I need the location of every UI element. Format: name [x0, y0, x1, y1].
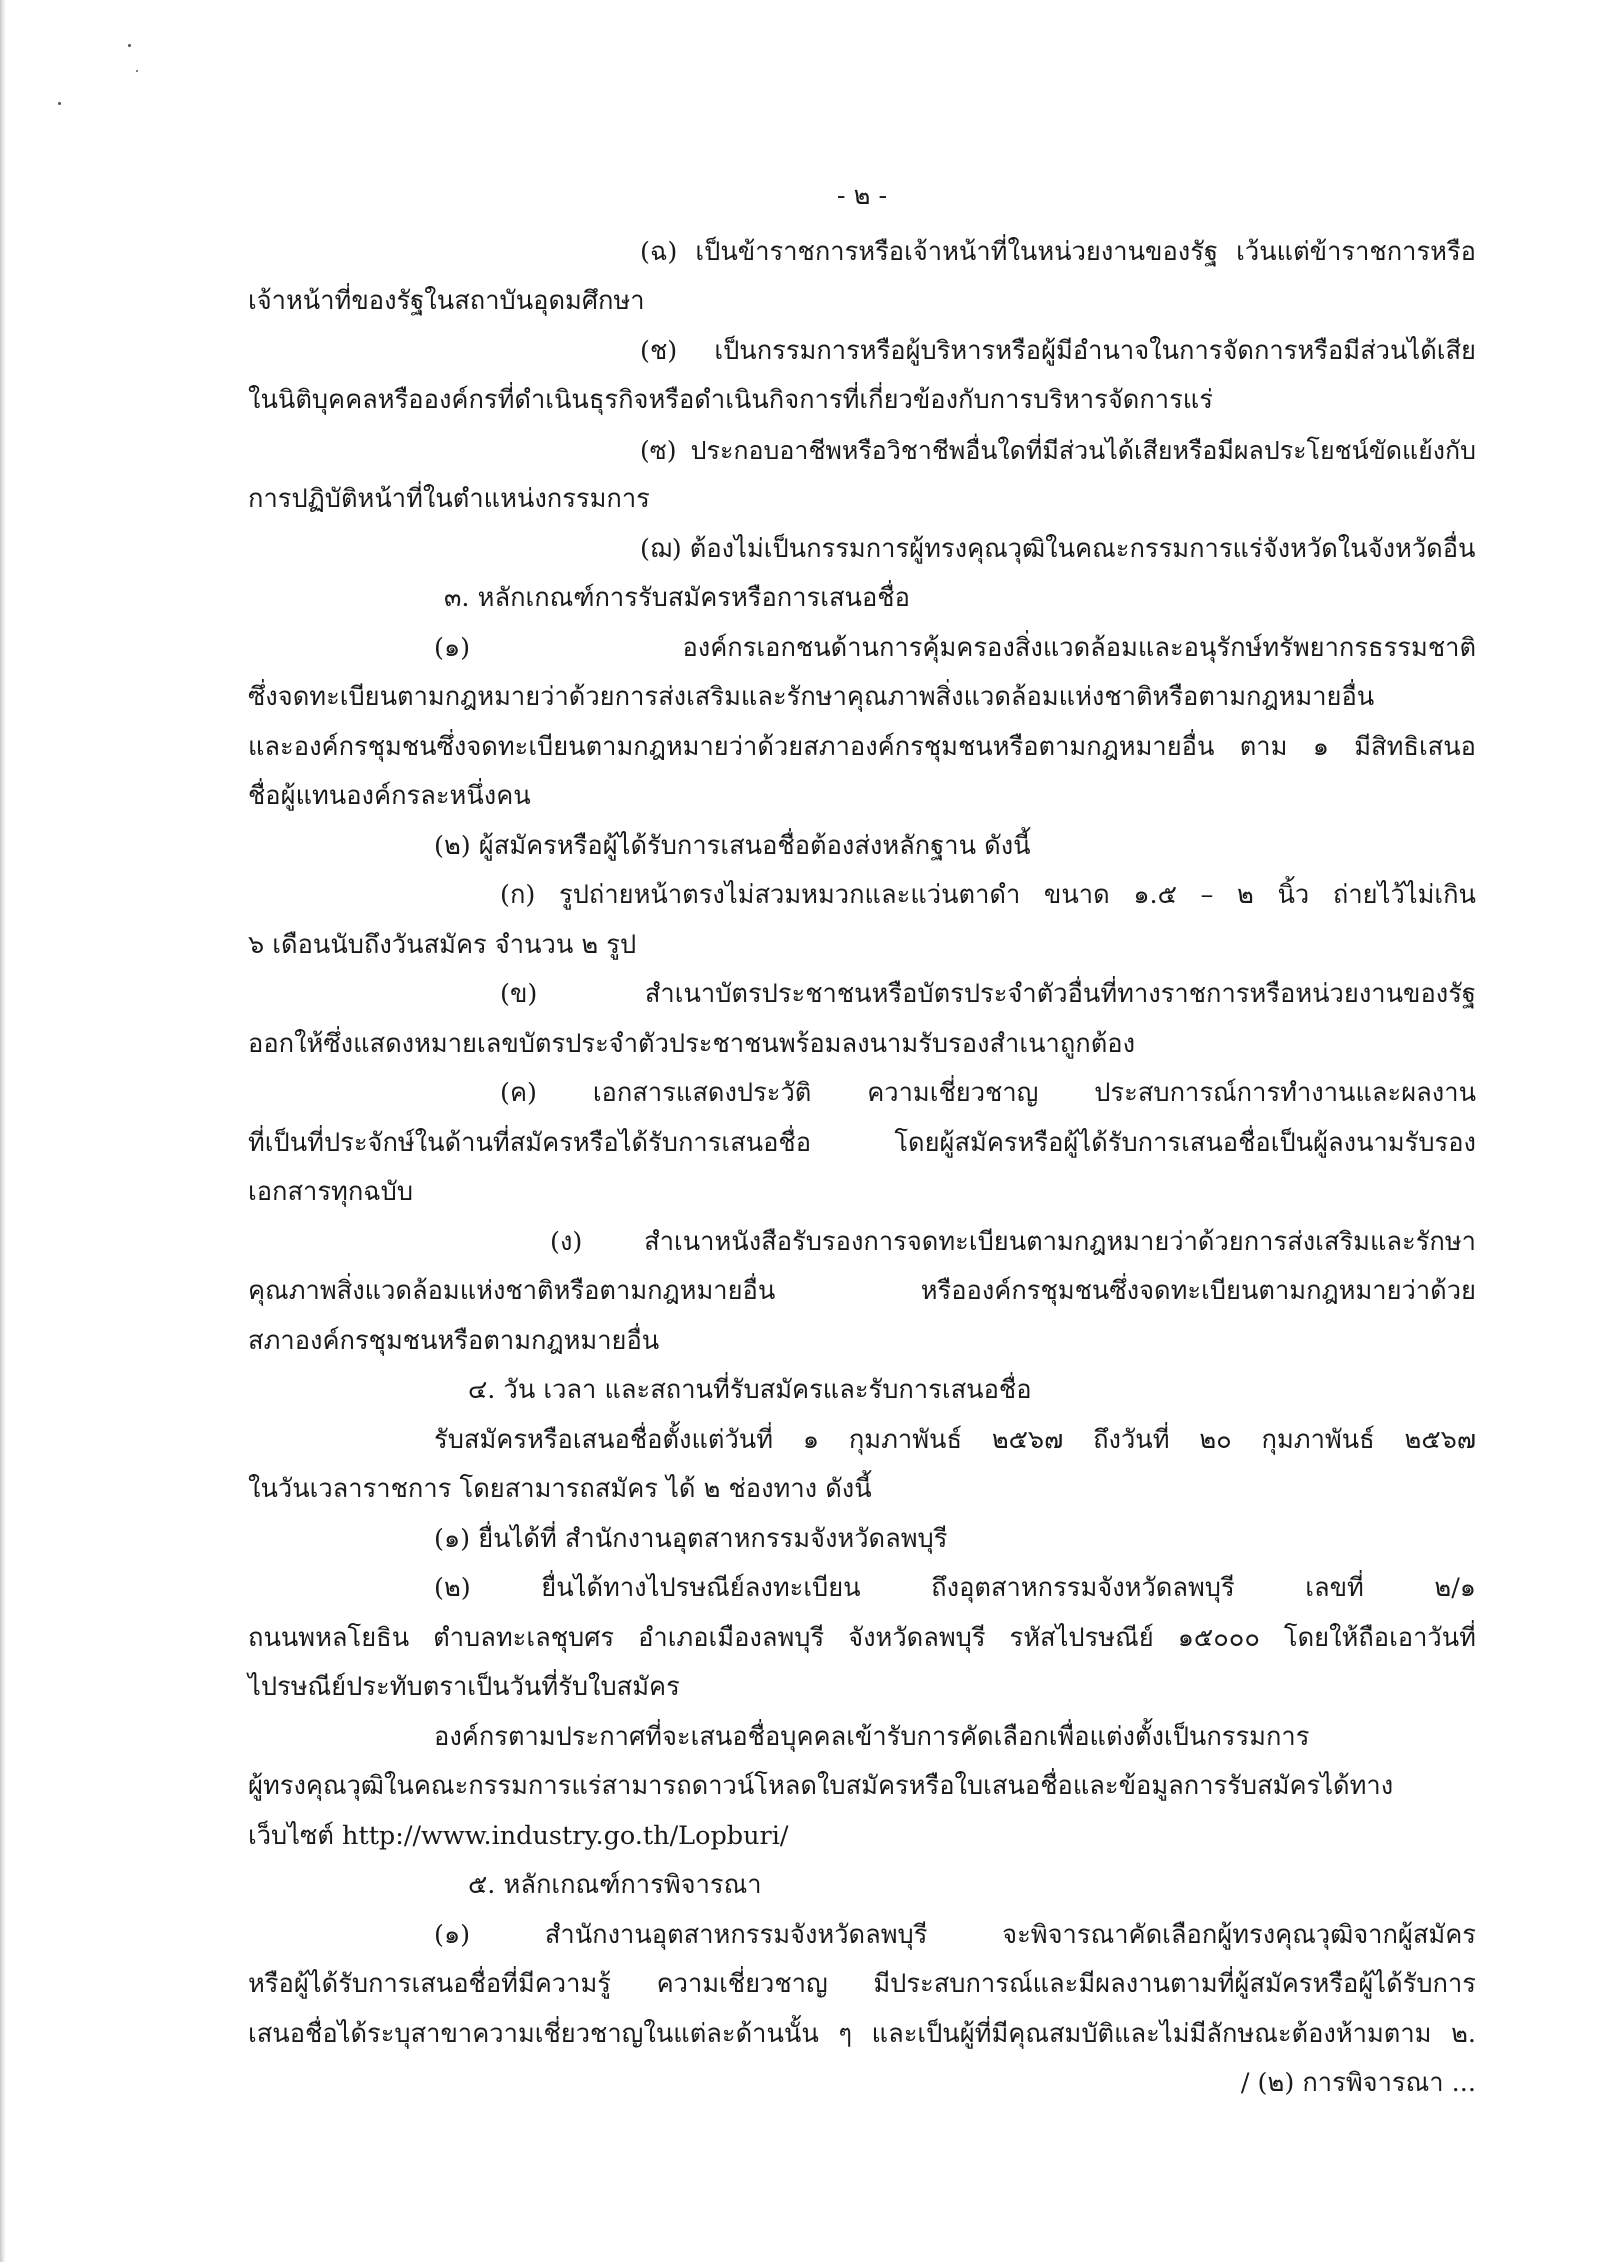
paragraph-line: ในนิติบุคคลหรือองค์กรที่ดำเนินธุรกิจหรือดำเนินกิจการที่เกี่ยวข้องกับการบริหารจัดการแร่ [248, 385, 1213, 415]
paragraph-line: เสนอชื่อได้ระบุสาขาความเชี่ยวชาญในแต่ละด้านนั้น ๆ และเป็นผู้ที่มีคุณสมบัติและไม่มีลักษณะต้องห้ามตาม ๒. [248, 2018, 1476, 2049]
scan-speck [128, 44, 131, 47]
paragraph-line: (๒) ผู้สมัครหรือผู้ได้รับการเสนอชื่อต้องส่งหลักฐาน ดังนี้ [434, 830, 1031, 861]
paragraph-line: (๑) ยื่นได้ที่ สำนักงานอุตสาหกรรมจังหวัดลพบุรี [434, 1523, 948, 1554]
paragraph-line: ๖ เดือนนับถึงวันสมัคร จำนวน ๒ รูป [248, 929, 637, 960]
paragraph-line: ออกให้ซึ่งแสดงหมายเลขบัตรประจำตัวประชาชนพร้อมลงนามรับรองสำเนาถูกต้อง [248, 1028, 1136, 1059]
paragraph-line: (๑) องค์กรเอกชนด้านการคุ้มครองสิ่งแวดล้อมและอนุรักษ์ทรัพยากรธรรมชาติ [434, 632, 1476, 663]
paragraph-line: รับสมัครหรือเสนอชื่อตั้งแต่วันที่ ๑ กุมภาพันธ์ ๒๕๖๗ ถึงวันที่ ๒๐ กุมภาพันธ์ ๒๕๖๗ [434, 1424, 1476, 1455]
scan-speck [136, 70, 138, 72]
paragraph-line: ไปรษณีย์ประทับตราเป็นวันที่รับใบสมัคร [248, 1672, 680, 1702]
paragraph-line: การปฏิบัติหน้าที่ในตำแหน่งกรรมการ [248, 484, 650, 514]
paragraph-line: (ช) เป็นกรรมการหรือผู้บริหารหรือผู้มีอำนาจในการจัดการหรือมีส่วนได้เสีย [640, 335, 1476, 366]
paragraph-line: (ก) รูปถ่ายหน้าตรงไม่สวมหมวกและแว่นตาดำ ขนาด ๑.๕ – ๒ นิ้ว ถ่ายไว้ไม่เกิน [500, 880, 1476, 910]
paragraph-line: ถนนพหลโยธิน ตำบลทะเลชุบศร อำเภอเมืองลพบุรี จังหวัดลพบุรี รหัสไปรษณีย์ ๑๕๐๐๐ โดยให้ถือเอาวันที่ [248, 1622, 1476, 1653]
paragraph-line: องค์กรตามประกาศที่จะเสนอชื่อบุคคลเข้ารับการคัดเลือกเพื่อแต่งตั้งเป็นกรรมการ [434, 1721, 1310, 1752]
paragraph-line: ชื่อผู้แทนองค์กรละหนึ่งคน [248, 781, 531, 811]
document-page [248, 172, 1476, 2109]
section-heading: ๕. หลักเกณฑ์การพิจารณา [468, 1870, 762, 1900]
paragraph-line: ซึ่งจดทะเบียนตามกฎหมายว่าด้วยการส่งเสริมและรักษาคุณภาพสิ่งแวดล้อมแห่งชาติหรือตามกฎหมายอื่น [248, 682, 1375, 712]
paragraph-line: ผู้ทรงคุณวุฒิในคณะกรรมการแร่สามารถดาวน์โหลดใบสมัครหรือใบเสนอชื่อและข้อมูลการรับสมัครได้ทาง [248, 1771, 1394, 1801]
paragraph-line: (ข) สำเนาบัตรประชาชนหรือบัตรประจำตัวอื่นที่ทางราชการหรือหน่วยงานของรัฐ [500, 979, 1476, 1009]
continuation-note: / (๒) การพิจารณา ... [1240, 2068, 1476, 2098]
paragraph-line: สภาองค์กรชุมชนหรือตามกฎหมายอื่น [248, 1325, 660, 1356]
paragraph-line: (ฌ) ต้องไม่เป็นกรรมการผู้ทรงคุณวุฒิในคณะกรรมการแร่จังหวัดในจังหวัดอื่น [640, 533, 1476, 564]
website-line: เว็บไซต์ http://www.industry.go.th/Lopburi/ [248, 1820, 789, 1851]
paragraph-line: ที่เป็นที่ประจักษ์ในด้านที่สมัครหรือได้รับการเสนอชื่อ โดยผู้สมัครหรือผู้ได้รับการเสนอชื่อเป็นผู้ลงนามรับรอง [248, 1127, 1476, 1158]
paragraph-line: (ง) สำเนาหนังสือรับรองการจดทะเบียนตามกฎหมายว่าด้วยการส่งเสริมและรักษา [550, 1226, 1476, 1257]
paragraph-line: (ค) เอกสารแสดงประวัติ ความเชี่ยวชาญ ประสบการณ์การทำงานและผลงาน [500, 1078, 1476, 1108]
paragraph-line: (๑) สำนักงานอุตสาหกรรมจังหวัดลพบุรี จะพิจารณาคัดเลือกผู้ทรงคุณวุฒิจากผู้สมัคร [434, 1919, 1476, 1950]
paragraph-line: (ซ) ประกอบอาชีพหรือวิชาชีพอื่นใดที่มีส่วนได้เสียหรือมีผลประโยชน์ขัดแย้งกับ [640, 435, 1476, 465]
section-heading: ๔. วัน เวลา และสถานที่รับสมัครและรับการเสนอชื่อ [468, 1375, 1032, 1405]
section-heading: ๓. หลักเกณฑ์การรับสมัครหรือการเสนอชื่อ [444, 583, 910, 613]
paragraph-line: และองค์กรชุมชนซึ่งจดทะเบียนตามกฎหมายว่าด้วยสภาองค์กรชุมชนหรือตามกฎหมายอื่น ตาม ๑ มีสิทธิเสนอ [248, 731, 1476, 762]
paragraph-line: เอกสารทุกฉบับ [248, 1177, 414, 1207]
scan-speck [58, 102, 61, 105]
paragraph-line: ในวันเวลาราชการ โดยสามารถสมัคร ได้ ๒ ช่องทาง ดังนี้ [248, 1474, 872, 1504]
paragraph-line: (ฉ) เป็นข้าราชการหรือเจ้าหน้าที่ในหน่วยงานของรัฐ เว้นแต่ข้าราชการหรือ [640, 236, 1476, 267]
paragraph-line: เจ้าหน้าที่ของรัฐในสถาบันอุดมศึกษา [248, 286, 645, 316]
paragraph-line: คุณภาพสิ่งแวดล้อมแห่งชาติหรือตามกฎหมายอื่น หรือองค์กรชุมชนซึ่งจดทะเบียนตามกฎหมายว่าด้วย [248, 1276, 1476, 1306]
page-number: - ๒ - [836, 181, 888, 211]
paragraph-line: หรือผู้ได้รับการเสนอชื่อที่มีความรู้ ความเชี่ยวชาญ มีประสบการณ์และมีผลงานตามที่ผู้สมัครหรือผู้ได้รับการ [248, 1969, 1476, 1999]
paragraph-line: (๒) ยื่นได้ทางไปรษณีย์ลงทะเบียน ถึงอุตสาหกรรมจังหวัดลพบุรี เลขที่ ๒/๑ [434, 1573, 1476, 1603]
scan-edge-shadow [0, 0, 6, 2262]
